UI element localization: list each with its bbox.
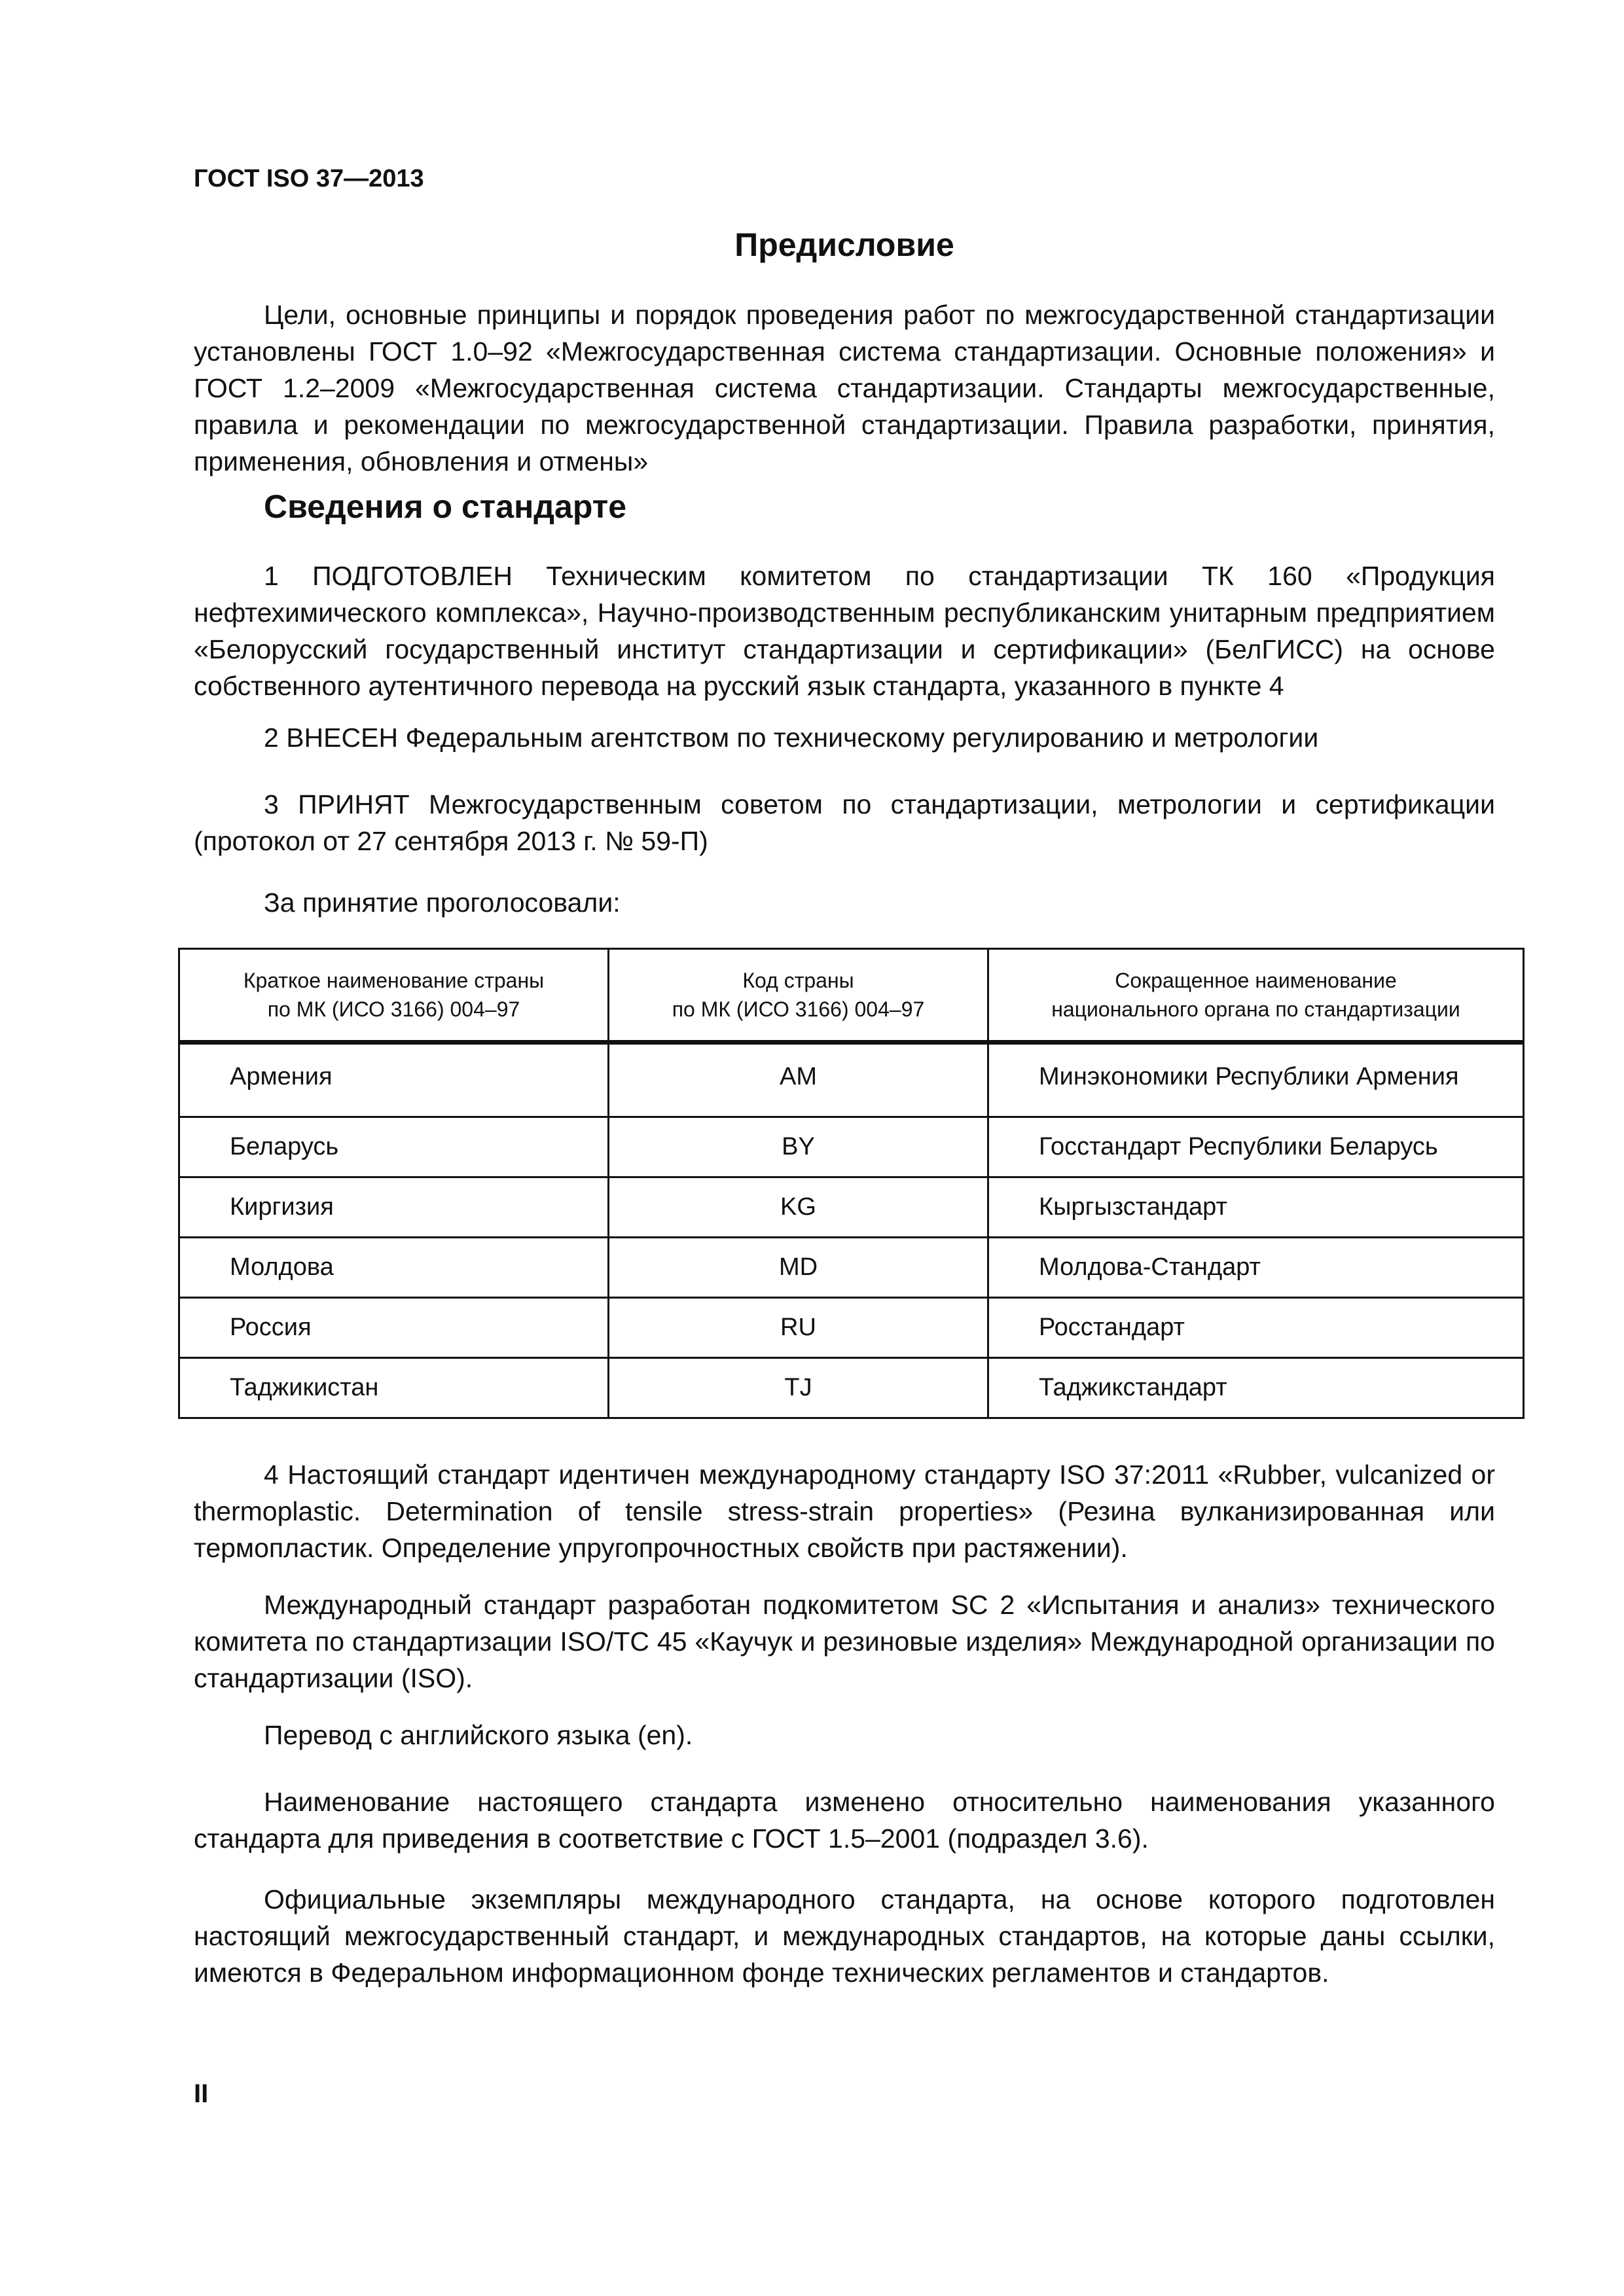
country-code-cell: RU — [609, 1298, 988, 1358]
standards-body-cell: Молдова-Стандарт — [988, 1238, 1524, 1298]
standards-body-cell: Кыргызстандарт — [988, 1177, 1524, 1238]
table-header-row — [179, 949, 1524, 1043]
paragraph-developed: Международный стандарт разработан подкомитетом SC 2 «Испытания и анализ» технического комитета по стандартизации ISO/TC 45 «Каучук и резиновые изделия» Международной организации по стандартизации (ISO). — [194, 1590, 1495, 1693]
country-code-cell: BY — [609, 1117, 988, 1177]
voting-countries-table — [178, 948, 1525, 1419]
paragraph-translation: Перевод с английского языка (en). — [264, 1720, 693, 1750]
table-row — [179, 1043, 1524, 1117]
foreword-title: Предисловие — [734, 226, 954, 263]
standards-body-cell: Минэкономики Республики Армения — [988, 1043, 1524, 1117]
paragraph-prepared: 1 ПОДГОТОВЛЕН Техническим комитетом по стандартизации ТК 160 «Продукция нефтехимического комплекса», Научно-производственным республиканским унитарным предприятием «Белорусский государственный институт стандартизации и сертификации» (БелГИСС) на основе собственного аутентичного перевода на русский язык стандарта, указанного в пункте 4 — [194, 561, 1495, 701]
country-name-cell: Таджикистан — [179, 1358, 609, 1418]
foreword-paragraph: Цели, основные принципы и порядок проведения работ по межгосударственной стандартизации установлены ГОСТ 1.0–92 «Межгосударственная система стандартизации. Основные положения» и ГОСТ 1.2–2009 «Межгосударственная система стандартизации. Стандарты межгосударственные, правила и рекомендации по межгосударственной стандартизации. Правила разработки, принятия, применения, обновления и отмены» — [194, 300, 1495, 476]
table-row — [179, 1177, 1524, 1238]
table-row — [179, 1238, 1524, 1298]
standards-body-cell: Госстандарт Республики Беларусь — [988, 1117, 1524, 1177]
country-name-cell: Армения — [179, 1043, 609, 1117]
country-name-cell: Киргизия — [179, 1177, 609, 1238]
country-code-cell: MD — [609, 1238, 988, 1298]
country-code-cell: TJ — [609, 1358, 988, 1418]
standards-body-cell: Росстандарт — [988, 1298, 1524, 1358]
standards-body-cell: Таджикстандарт — [988, 1358, 1524, 1418]
table-row — [179, 1358, 1524, 1418]
country-code-cell: AM — [609, 1043, 988, 1117]
paragraph-adopted: 3 ПРИНЯТ Межгосударственным советом по стандартизации, метрологии и сертификации (протокол от 27 сентября 2013 г. № 59-П) — [194, 789, 1495, 856]
table-row — [179, 1117, 1524, 1177]
paragraph-official-copies: Официальные экземпляры международного стандарта, на основе которого подготовлен настоящий межгосударственный стандарт, и международных стандартов, на которые даны ссылки, имеются в Федеральном информационном фонде технических регламентов и стандартов. — [194, 1884, 1495, 1988]
voted-label: За принятие проголосовали: — [264, 888, 621, 918]
country-name-cell: Россия — [179, 1298, 609, 1358]
paragraph-name-changed: Наименование настоящего стандарта изменено относительно наименования указанного стандарта для приведения в соответствие с ГОСТ 1.5–2001 (подраздел 3.6). — [194, 1787, 1495, 1854]
header-country-code: Код страны по МК (ИСО 3166) 004–97 — [609, 949, 988, 1043]
about-standard-title: Сведения о стандарте — [264, 488, 627, 525]
paragraph-identical: 4 Настоящий стандарт идентичен международному стандарту ISO 37:2011 «Rubber, vulcanized or thermoplastic. Determination of tensile stress-strain properties» (Резина вулканизированная или термопластик. Определение упругопрочностных свойств при растяжении). — [194, 1460, 1495, 1563]
document-header: ГОСТ ISO 37—2013 — [194, 165, 424, 192]
header-standards-body: Сокращенное наименование национального органа по стандартизации — [988, 949, 1524, 1043]
header-country-name: Краткое наименование страны по МК (ИСО 3166) 004–97 — [179, 949, 609, 1043]
country-name-cell: Молдова — [179, 1238, 609, 1298]
paragraph-introduced: 2 ВНЕСЕН Федеральным агентством по техническому регулированию и метрологии — [264, 723, 1319, 753]
country-name-cell: Беларусь — [179, 1117, 609, 1177]
table-row — [179, 1298, 1524, 1358]
country-code-cell: KG — [609, 1177, 988, 1238]
page-number: II — [194, 2079, 209, 2108]
